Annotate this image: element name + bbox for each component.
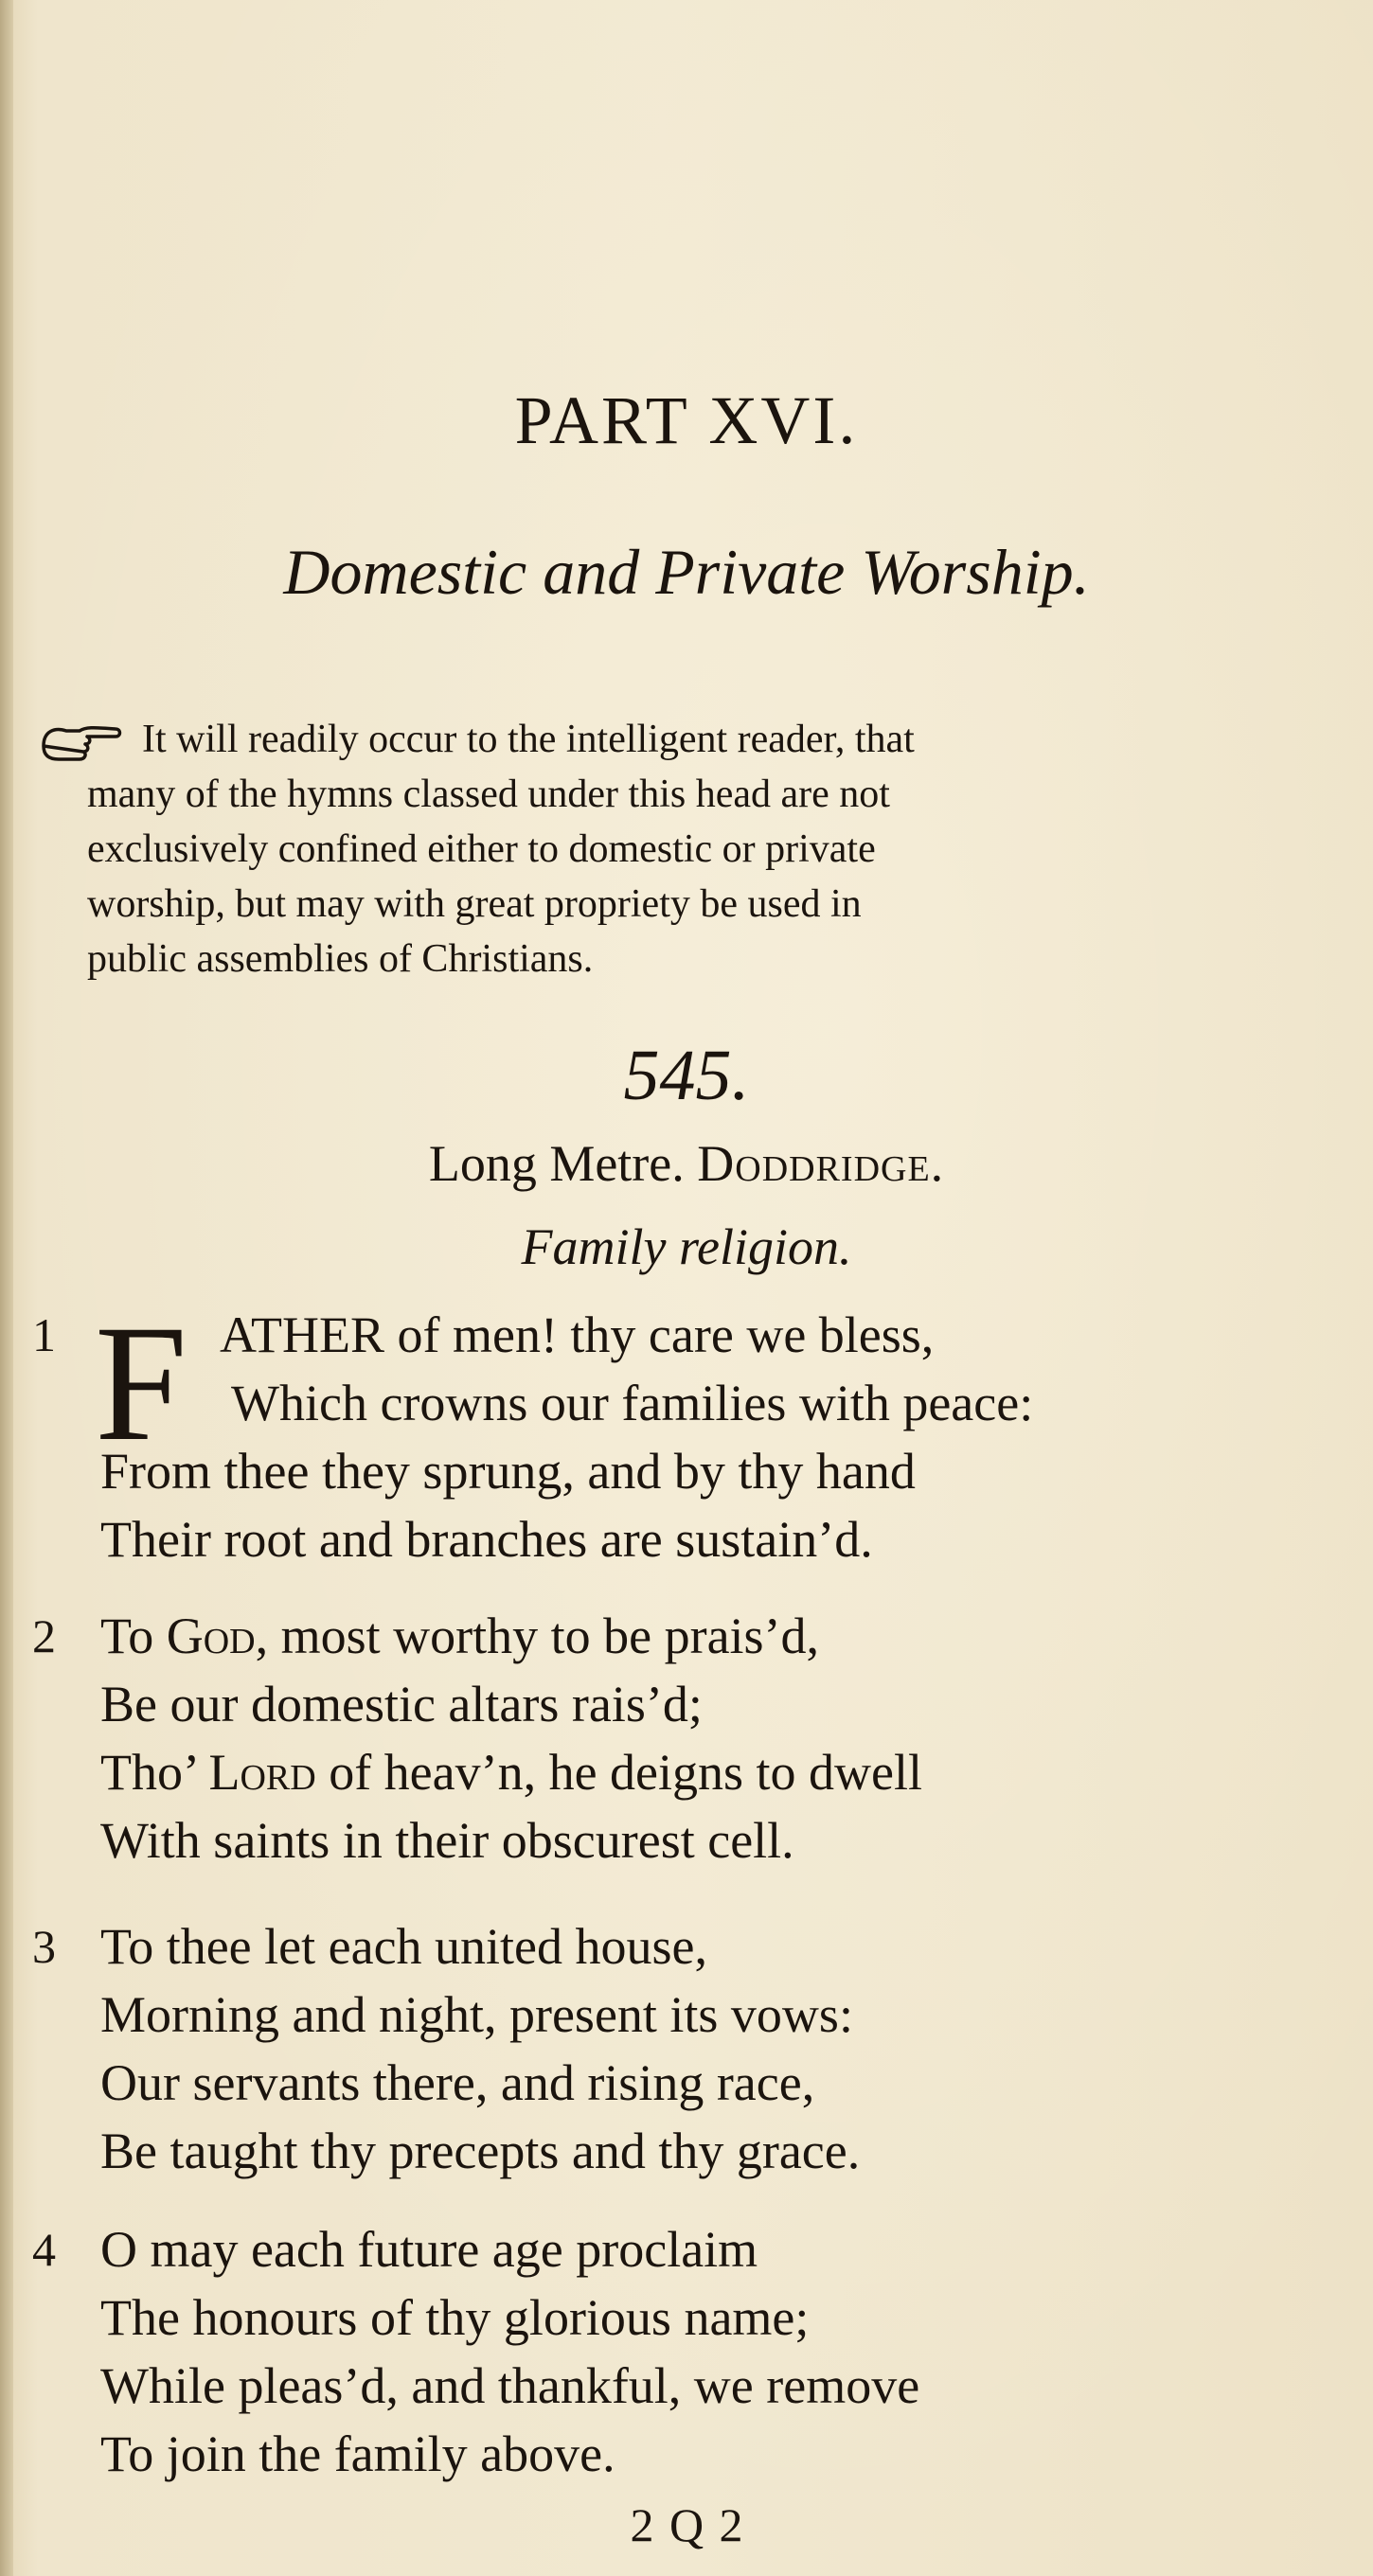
verse-line: From thee they sprung, and by thy hand: [100, 1443, 916, 1500]
verse-line: [100, 1738, 1284, 1806]
verse-text: To: [100, 1608, 167, 1664]
verse-line: Be taught thy precepts and thy grace.: [100, 2123, 861, 2179]
verse-3: [100, 1912, 1284, 2185]
verse-line: To thee let each united house,: [100, 1918, 707, 1975]
hymn-number: 545.: [623, 1036, 750, 1115]
hymn-metre-line: [0, 1135, 1373, 1192]
verse-text: of heav’n, he deigns to dwell: [315, 1744, 923, 1801]
divine-name: Lord: [208, 1744, 316, 1801]
verse-line: Be our domestic altars rais’d;: [100, 1676, 703, 1732]
verse-line: Morning and night, present its vows:: [100, 1986, 853, 2043]
verse-1: [100, 1437, 1284, 1573]
verse-2: [100, 1602, 1284, 1874]
divine-name: God: [166, 1608, 256, 1664]
note-line: It will readily occur to the intelligent reader, that: [142, 718, 915, 761]
verse-line: O may each future age proclaim: [100, 2221, 758, 2278]
verse-text: Tho’: [100, 1744, 209, 1801]
verse-number: 1: [32, 1308, 56, 1361]
verse-line: ATHER of men! thy care we bless,: [220, 1306, 935, 1363]
verse-line: The honours of thy glorious name;: [100, 2289, 810, 2346]
verse-line: Our servants there, and rising race,: [100, 2054, 815, 2111]
verse-4: [100, 2215, 1284, 2488]
verse-line: With saints in their obscurest cell.: [100, 1812, 794, 1869]
part-title: PART XVI.: [514, 382, 859, 458]
verse-line: [100, 1602, 1284, 1670]
note-line: worship, but may with great propriety be used in: [87, 882, 862, 926]
verse-line: To join the family above.: [100, 2425, 615, 2482]
verse-line: While pleas’d, and thankful, we remove: [100, 2357, 920, 2414]
verse-number: 3: [32, 1920, 56, 1973]
note-line: exclusively confined either to domestic or private: [87, 827, 876, 871]
editorial-note: [87, 712, 1299, 986]
verse-number: 4: [32, 2223, 56, 2276]
verse-text: , most worthy to be prais’d,: [255, 1608, 820, 1664]
signature-mark: 2 Q 2: [630, 2498, 743, 2551]
hymn-metre: Long Metre.: [428, 1135, 685, 1192]
hymn-author: Doddridge.: [697, 1135, 945, 1192]
verse-number: 2: [32, 1609, 56, 1662]
verse-line: Their root and branches are sustain’d.: [100, 1511, 873, 1568]
note-line: public assemblies of Christians.: [87, 937, 594, 981]
hymn-subject: Family religion.: [521, 1218, 852, 1275]
note-line: many of the hymns classed under this head are not: [87, 773, 890, 816]
verse-line: Which crowns our families with peace:: [231, 1375, 1034, 1431]
section-title: Domestic and Private Worship.: [283, 536, 1090, 608]
drop-cap: F: [95, 1291, 187, 1476]
